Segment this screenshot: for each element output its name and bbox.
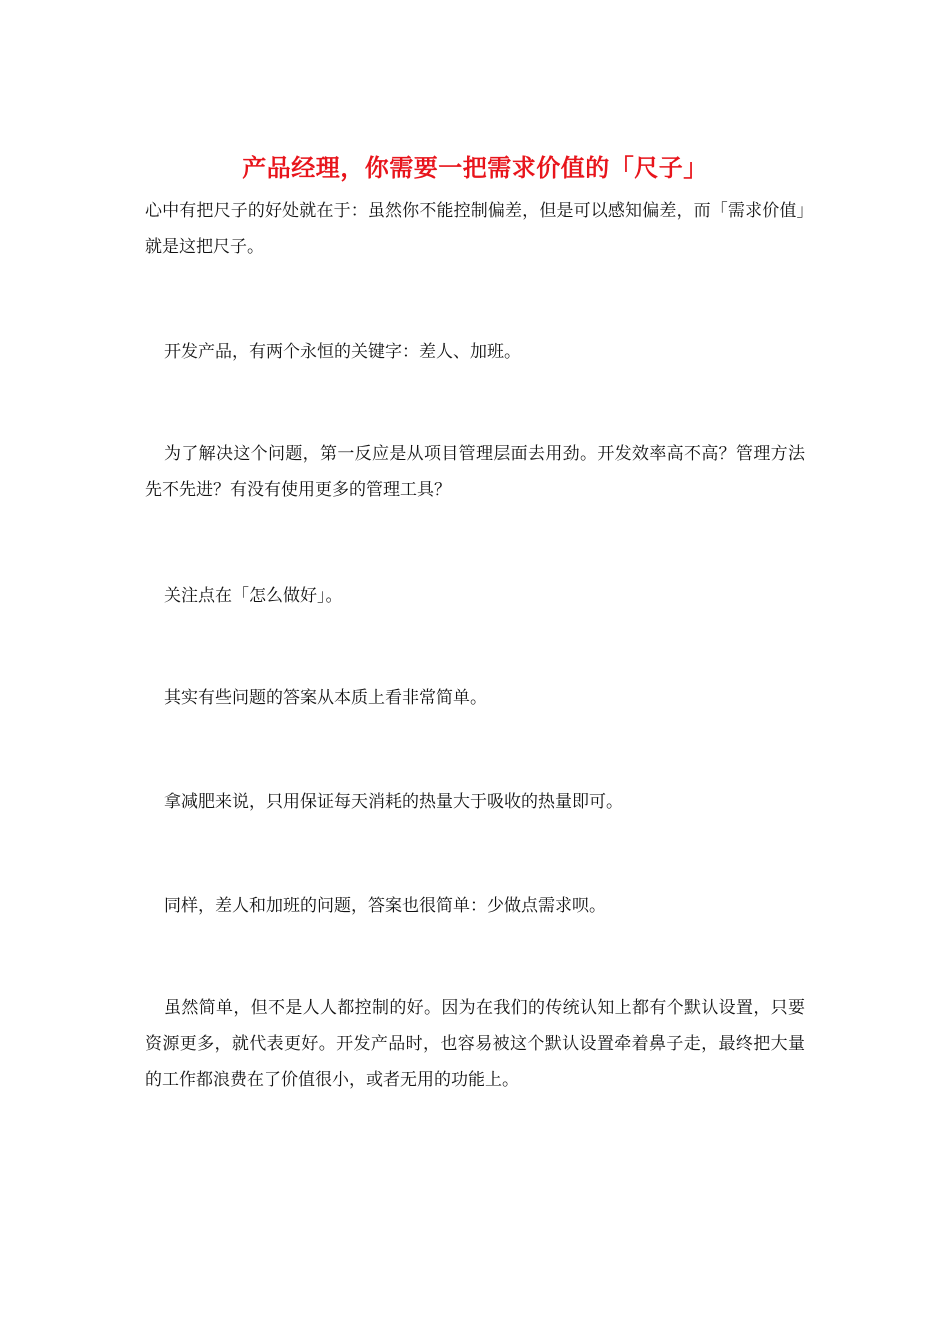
paragraph-simple-answer: 其实有些问题的答案从本质上看非常简单。 xyxy=(164,688,487,708)
paragraph-keywords: 开发产品，有两个永恒的关键字：差人、加班。 xyxy=(164,342,521,362)
document-title: 产品经理，你需要一把需求价值的「尺子」 xyxy=(242,154,708,182)
paragraph-weight-loss: 拿减肥来说，只用保证每天消耗的热量大于吸收的热量即可。 xyxy=(164,792,623,812)
paragraph-project-management: 为了解决这个问题，第一反应是从项目管理层面去用劲。开发效率高不高？管理方法先不先进？有没有使用更多的管理工具？ xyxy=(145,444,805,500)
paragraph-fewer-requirements: 同样，差人和加班的问题，答案也很简单：少做点需求呗。 xyxy=(164,896,606,916)
paragraph-intro: 心中有把尺子的好处就在于：虽然你不能控制偏差，但是可以感知偏差，而「需求价值」就是这把尺子。 xyxy=(145,201,805,257)
paragraph-default-setting: 虽然简单，但不是人人都控制的好。因为在我们的传统认知上都有个默认设置，只要资源更多，就代表更好。开发产品时，也容易被这个默认设置牵着鼻子走，最终把大量的工作都浪费在了价值很小，或者无用的功能上。 xyxy=(145,998,805,1090)
paragraph-focus: 关注点在「怎么做好」。 xyxy=(164,586,343,606)
